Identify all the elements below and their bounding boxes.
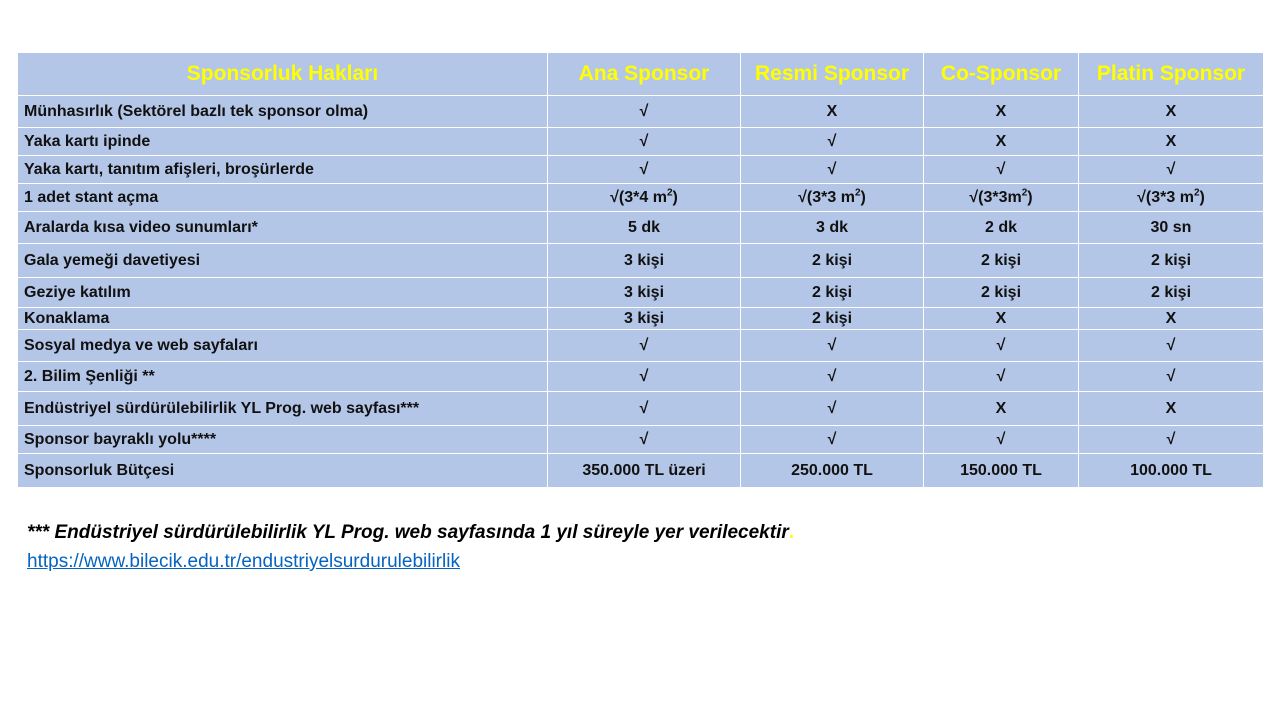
header-co-sponsor: Co-Sponsor [924, 53, 1079, 96]
table-cell: 150.000 TL [924, 454, 1079, 488]
table-cell [548, 184, 741, 212]
table-cell [924, 184, 1079, 212]
footnote-dot: . [788, 522, 795, 543]
row-label: 2. Bilim Şenliği ** [18, 362, 548, 392]
row-label: Yaka kartı, tanıtım afişleri, broşürlerde [18, 156, 548, 184]
table-cell: √ [924, 330, 1079, 362]
row-label: Sponsorluk Bütçesi [18, 454, 548, 488]
table-cell: √ [924, 426, 1079, 454]
cell-superscript: 2 [1193, 187, 1200, 199]
table-row [18, 362, 1264, 392]
table-cell: √ [548, 392, 741, 426]
table-cell: X [1079, 128, 1264, 156]
table-cell: X [924, 308, 1079, 330]
cell-text-end: ) [1027, 188, 1033, 206]
table-cell: 100.000 TL [1079, 454, 1264, 488]
table-cell: 5 dk [548, 212, 741, 244]
table-row [18, 392, 1264, 426]
table-header [18, 53, 1264, 96]
cell-text: √(3*3 m [798, 188, 855, 206]
footnote [27, 522, 794, 544]
header-rights: Sponsorluk Hakları [18, 53, 548, 96]
table-row [18, 128, 1264, 156]
table-cell: √ [548, 330, 741, 362]
table-body [18, 96, 1264, 488]
table-row [18, 96, 1264, 128]
table-cell: √ [548, 426, 741, 454]
table-row [18, 156, 1264, 184]
row-label: Konaklama [18, 308, 548, 330]
row-label: Sosyal medya ve web sayfaları [18, 330, 548, 362]
table-row [18, 308, 1264, 330]
table-cell: 30 sn [1079, 212, 1264, 244]
table-cell: √ [1079, 156, 1264, 184]
table-cell: √ [924, 362, 1079, 392]
cell-superscript: 2 [666, 187, 673, 199]
table-cell: X [1079, 308, 1264, 330]
row-label: Endüstriyel sürdürülebilirlik YL Prog. web sayfası*** [18, 392, 548, 426]
table-cell: 350.000 TL üzeri [548, 454, 741, 488]
table-cell [741, 184, 924, 212]
row-label: Yaka kartı ipinde [18, 128, 548, 156]
cell-superscript: 2 [854, 187, 861, 199]
table-row [18, 244, 1264, 278]
table-cell: 2 kişi [741, 308, 924, 330]
sponsorship-table [17, 52, 1264, 488]
table-cell: X [1079, 392, 1264, 426]
table-cell: X [741, 96, 924, 128]
table-cell: 250.000 TL [741, 454, 924, 488]
table-cell: 2 kişi [924, 278, 1079, 308]
table-cell: X [924, 96, 1079, 128]
table-row [18, 330, 1264, 362]
table-cell: 3 kişi [548, 308, 741, 330]
table-row [18, 184, 1264, 212]
row-label: Sponsor bayraklı yolu**** [18, 426, 548, 454]
table-row [18, 212, 1264, 244]
table-cell: X [924, 392, 1079, 426]
table-cell: √ [548, 156, 741, 184]
row-label: Aralarda kısa video sunumları* [18, 212, 548, 244]
table-cell: X [1079, 96, 1264, 128]
table-cell: 3 kişi [548, 278, 741, 308]
table-cell: X [924, 128, 1079, 156]
cell-text-end: ) [672, 188, 678, 206]
table-cell: 2 kişi [1079, 244, 1264, 278]
table-row [18, 426, 1264, 454]
table-cell: 2 dk [924, 212, 1079, 244]
row-label: 1 adet stant açma [18, 184, 548, 212]
table-cell: 3 kişi [548, 244, 741, 278]
table-cell: √ [1079, 330, 1264, 362]
row-label: Gala yemeği davetiyesi [18, 244, 548, 278]
table-cell: √ [741, 426, 924, 454]
table-cell: √ [548, 96, 741, 128]
table-cell: 3 dk [741, 212, 924, 244]
program-website-link[interactable]: https://www.bilecik.edu.tr/endustriyelsurdurulebilirlik [27, 551, 460, 572]
footnote-text: *** Endüstriyel sürdürülebilirlik YL Prog. web sayfasında 1 yıl süreyle yer verilecektir [27, 522, 789, 543]
table-cell: √ [741, 392, 924, 426]
cell-text-end: ) [1199, 188, 1205, 206]
table-cell: √ [741, 156, 924, 184]
cell-text: √(3*3m [969, 188, 1022, 206]
table-cell: 2 kişi [741, 244, 924, 278]
row-label: Münhasırlık (Sektörel bazlı tek sponsor olma) [18, 96, 548, 128]
header-ana-sponsor: Ana Sponsor [548, 53, 741, 96]
table-cell: √ [741, 330, 924, 362]
row-label: Geziye katılım [18, 278, 548, 308]
table-cell: √ [924, 156, 1079, 184]
table-cell: √ [741, 362, 924, 392]
table-cell: √ [741, 128, 924, 156]
table-row [18, 278, 1264, 308]
cell-text: √(3*4 m [610, 188, 667, 206]
table-cell: √ [548, 362, 741, 392]
table-cell: 2 kişi [924, 244, 1079, 278]
header-row [18, 53, 1264, 96]
table-cell: √ [1079, 362, 1264, 392]
table-cell: √ [1079, 426, 1264, 454]
table-cell: 2 kişi [741, 278, 924, 308]
header-resmi-sponsor: Resmi Sponsor [741, 53, 924, 96]
table-cell: 2 kişi [1079, 278, 1264, 308]
cell-superscript: 2 [1021, 187, 1028, 199]
cell-text: √(3*3 m [1137, 188, 1194, 206]
table-cell: √ [548, 128, 741, 156]
header-platin-sponsor: Platin Sponsor [1079, 53, 1264, 96]
table-row [18, 454, 1264, 488]
cell-text-end: ) [860, 188, 866, 206]
table-cell [1079, 184, 1264, 212]
